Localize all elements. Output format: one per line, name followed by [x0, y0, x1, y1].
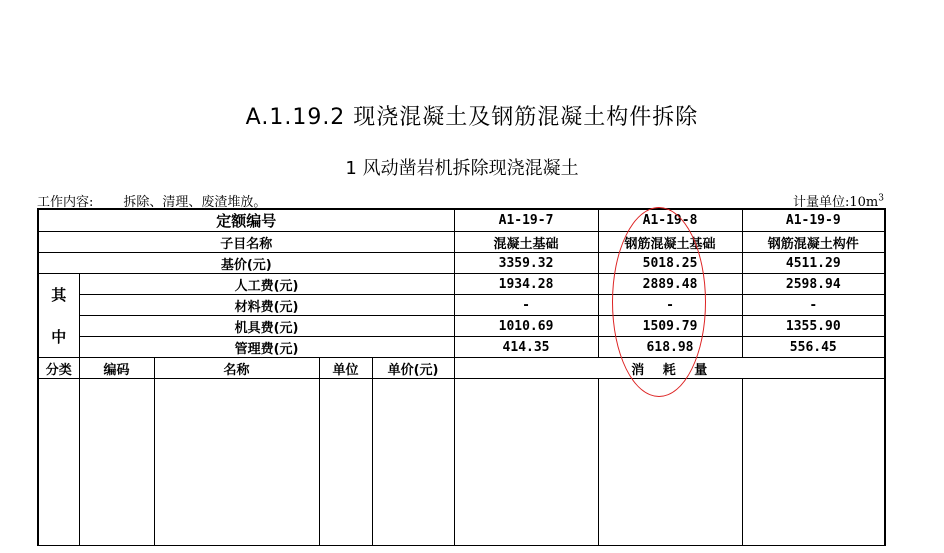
- including-label-top: 其: [38, 274, 79, 316]
- machine-label: 机具费(元): [79, 316, 454, 337]
- material-2: -: [598, 295, 742, 316]
- mgmt-3: 556.45: [742, 337, 885, 358]
- material-label: 材料费(元): [79, 295, 454, 316]
- unit-measure-value: 10m: [849, 195, 879, 210]
- quota-no-label: 定额编号: [38, 209, 454, 232]
- quota-code-1: A1-19-7: [454, 209, 598, 232]
- machine-3: 1355.90: [742, 316, 885, 337]
- including-label-bottom: 中: [38, 316, 79, 358]
- page-subtitle: 1 风动凿岩机拆除现浇混凝土: [345, 158, 579, 179]
- labor-label: 人工费(元): [79, 274, 454, 295]
- quota-code-3: A1-19-9: [742, 209, 885, 232]
- machine-2: 1509.79: [598, 316, 742, 337]
- body-cell-name: [154, 379, 319, 546]
- item-name-2: 钢筋混凝土基础: [598, 232, 742, 253]
- body-cell-unit-price: [372, 379, 454, 546]
- base-price-1: 3359.32: [454, 253, 598, 274]
- base-price-label: 基价(元): [38, 253, 454, 274]
- labor-2: 2889.48: [598, 274, 742, 295]
- unit-measure-label: 计量单位:: [793, 195, 850, 210]
- labor-1: 1934.28: [454, 274, 598, 295]
- quota-code-2: A1-19-8: [598, 209, 742, 232]
- labor-3: 2598.94: [742, 274, 885, 295]
- work-content-label: 工作内容:: [37, 195, 94, 210]
- header-name: 名称: [154, 358, 319, 379]
- machine-1: 1010.69: [454, 316, 598, 337]
- unit-measure-superscript: 3: [878, 193, 884, 204]
- header-code: 编码: [79, 358, 154, 379]
- body-cell-category: [38, 379, 79, 546]
- item-name-3: 钢筋混凝土构件: [742, 232, 885, 253]
- header-category: 分类: [38, 358, 79, 379]
- body-cell-code: [79, 379, 154, 546]
- page-title: A.1.19.2 现浇混凝土及钢筋混凝土构件拆除: [245, 105, 699, 130]
- item-name-1: 混凝土基础: [454, 232, 598, 253]
- mgmt-1: 414.35: [454, 337, 598, 358]
- body-cell-col-3: [742, 379, 885, 546]
- header-consumption: 消 耗 量: [454, 358, 885, 379]
- header-unit: 单位: [319, 358, 372, 379]
- work-content-value: 拆除、清理、废渣堆放。: [123, 195, 267, 210]
- body-cell-col-1: [454, 379, 598, 546]
- header-unit-price: 单价(元): [372, 358, 454, 379]
- mgmt-label: 管理费(元): [79, 337, 454, 358]
- quota-table: [37, 208, 886, 546]
- base-price-3: 4511.29: [742, 253, 885, 274]
- body-cell-unit: [319, 379, 372, 546]
- base-price-2: 5018.25: [598, 253, 742, 274]
- item-name-label: 子目名称: [38, 232, 454, 253]
- material-1: -: [454, 295, 598, 316]
- material-3: -: [742, 295, 885, 316]
- body-cell-col-2: [598, 379, 742, 546]
- mgmt-2: 618.98: [598, 337, 742, 358]
